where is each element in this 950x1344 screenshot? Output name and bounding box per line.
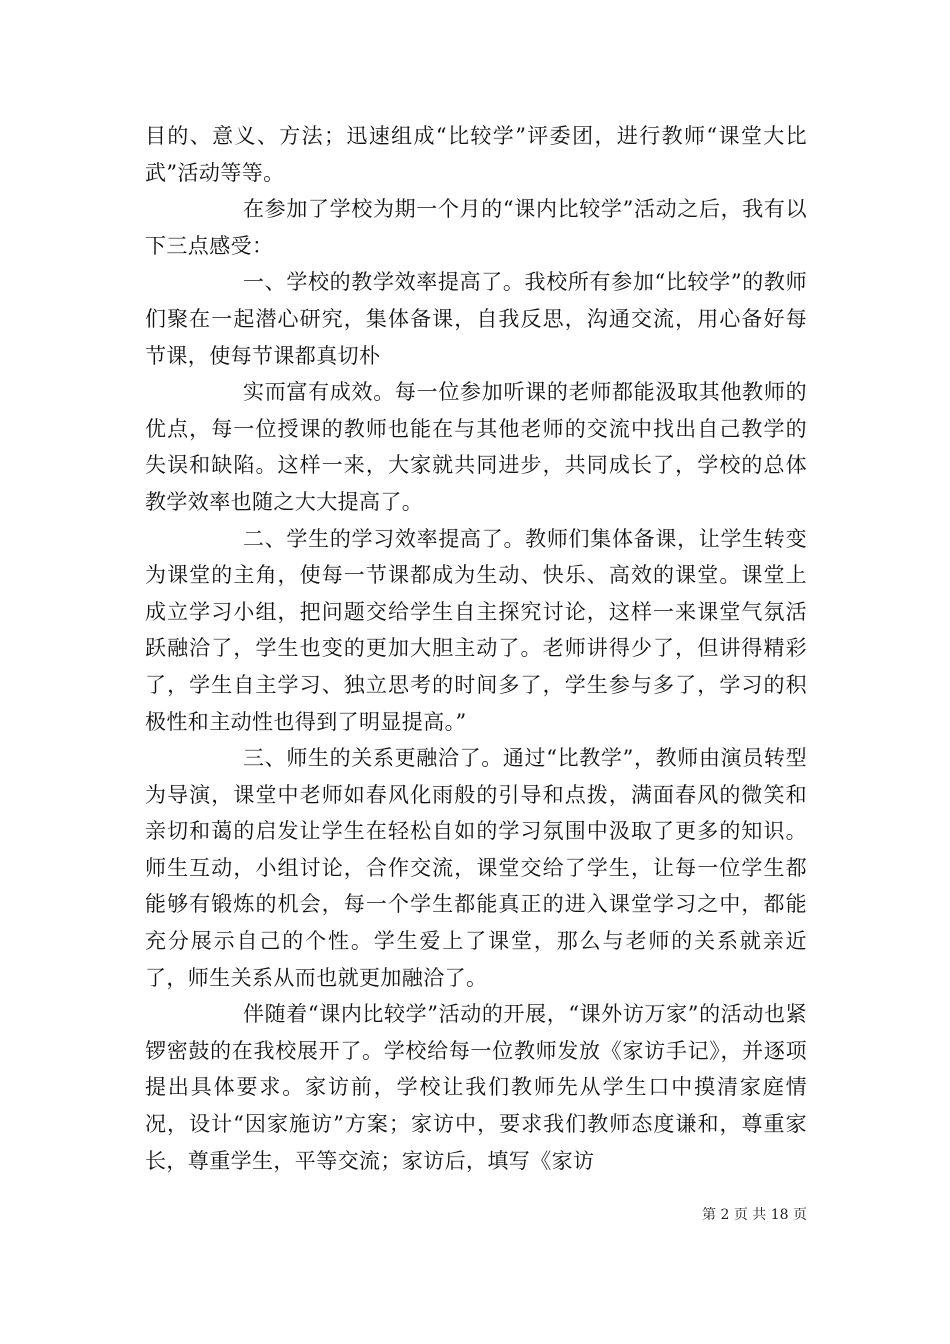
paragraph-3: 一、学校的教学效率提高了。我校所有参加“比较学”的教师们聚在一起潜心研究，集体备课，自我反思，沟通交流，用心备好每节课，使每节课都真切朴 (145, 270, 807, 368)
paragraph-7: 伴随着“课内比较学”活动的开展，“课外访万家”的活动也紧锣密鼓的在我校展开了。学校给每一位教师发放《家访手记》，并逐项提出具体要求。家访前，学校让我们教师先从学生口中摸清家庭情况，设计“因家施访”方案；家访中，要求我们教师态度谦和，尊重家长，尊重学生，平等交流；家访后，填写《家访 (145, 1002, 807, 1173)
body-text (145, 118, 807, 1179)
paragraph-4: 实而富有成效。每一位参加听课的老师都能汲取其他教师的优点，每一位授课的教师也能在与其他老师的交流中找出自己教学的失误和缺陷。这样一来，大家就共同进步，共同成长了，学校的总体教学效率也随之大大提高了。 (145, 380, 807, 514)
paragraph-2: 在参加了学校为期一个月的“课内比较学”活动之后，我有以下三点感受： (145, 197, 807, 258)
paragraph-1: 目的、意义、方法；迅速组成“比较学”评委团，进行教师“课堂大比武”活动等等。 (145, 124, 807, 185)
page-number-footer: 第 2 页 共 18 页 (702, 1207, 807, 1223)
paragraph-5: 二、学生的学习效率提高了。教师们集体备课，让学生转变为课堂的主角，使每一节课都成为生动、快乐、高效的课堂。课堂上成立学习小组，把问题交给学生自主探究讨论，这样一来课堂气氛活跃融洽了，学生也变的更加大胆主动了。老师讲得少了，但讲得精彩了，学生自主学习、独立思考的时间多了，学生参与多了，学习的积极性和主动性也得到了明显提高。” (145, 526, 807, 734)
paragraph-6: 三、师生的关系更融洽了。通过“比教学”，教师由演员转型为导演，课堂中老师如春风化雨般的引导和点拨，满面春风的微笑和亲切和蔼的启发让学生在轻松自如的学习氛围中汲取了更多的知识。师生互动，小组讨论，合作交流，课堂交给了学生，让每一位学生都能够有锻炼的机会，每一个学生都能真正的进入课堂学习之中，都能充分展示自己的个性。学生爱上了课堂，那么与老师的关系就亲近了，师生关系从而也就更加融洽了。 (145, 746, 807, 990)
